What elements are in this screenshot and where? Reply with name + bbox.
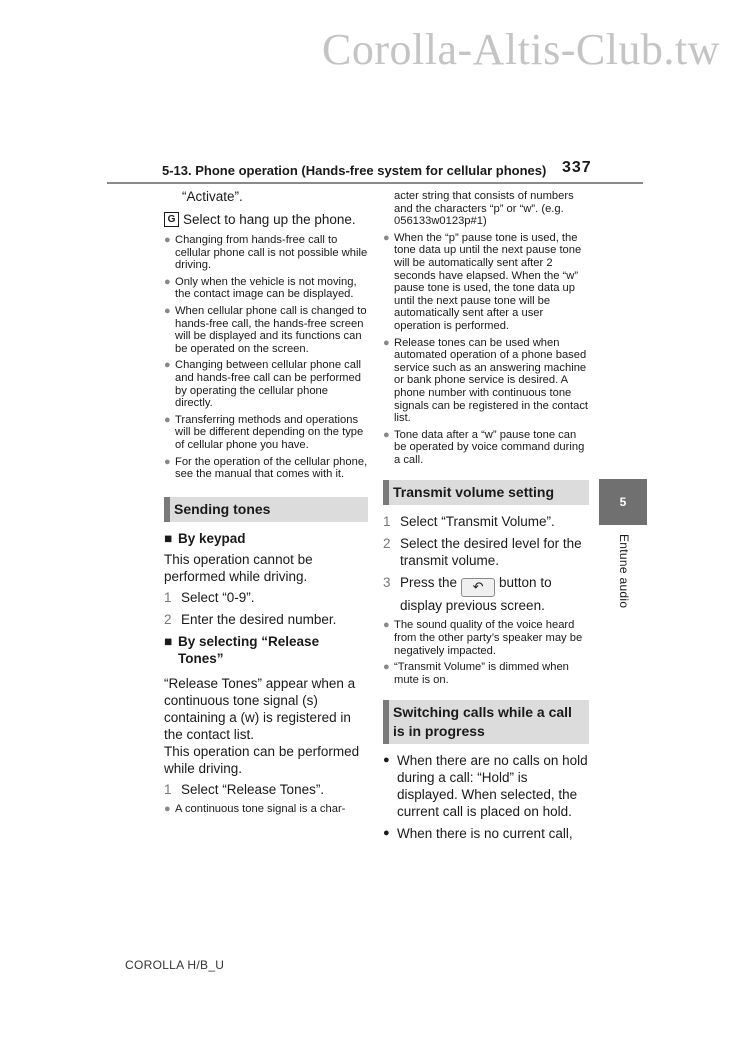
bullet-icon: ● bbox=[164, 359, 171, 372]
sending-tones-heading: Sending tones bbox=[164, 497, 368, 522]
page-number: 337 bbox=[562, 159, 592, 176]
step-item: 2 Select the desired level for the transmit volume. bbox=[383, 536, 582, 569]
watermark: Corolla-Altis-Club.tw bbox=[322, 25, 720, 74]
release-description: “Release Tones” appear when a continuous tone signal (s) containing a (w) is registered in the contact list. bbox=[164, 675, 356, 742]
bullet-item: ● When there is no current call, bbox=[383, 826, 573, 842]
bullet-icon: ● bbox=[383, 428, 390, 441]
switching-calls-heading: Switching calls while a call is in progress bbox=[383, 700, 589, 744]
note-item: ● Changing between cellular phone call and hands-free call can be performed by operating the cellular phone directly. bbox=[164, 359, 361, 410]
note-item: ● When the “p” pause tone is used, the tone data up until the next pause tone will be automatically sent after 2 seconds have elapsed. When the “w” pause tone is used, the tone data up until the next pause tone will be automatically sent after a user operation is performed. bbox=[383, 231, 582, 332]
bullet-icon: ● bbox=[164, 455, 171, 468]
step-item: 1 Select “Release Tones”. bbox=[164, 781, 325, 797]
square-bullet-icon: ■ bbox=[164, 633, 173, 649]
bullet-icon: ● bbox=[383, 231, 390, 244]
bullet-icon: ● bbox=[383, 661, 390, 674]
note-item: ● The sound quality of the voice heard from the other party’s speaker may be negatively impacted. bbox=[383, 619, 583, 657]
section-title: 5-13. Phone operation (Hands-free system for cellular phones) bbox=[162, 163, 547, 178]
bullet-icon: ● bbox=[383, 827, 390, 840]
keypad-description: This operation cannot be performed while driving. bbox=[164, 551, 313, 584]
header-divider bbox=[107, 182, 643, 184]
bullet-icon: ● bbox=[164, 234, 171, 246]
note-item: ● When cellular phone call is changed to hands-free call, the hands-free screen will be displayed and its functions can be operated on the screen. bbox=[164, 304, 367, 355]
footer-model: COROLLA H/B_U bbox=[125, 958, 225, 972]
step-item: 1 Select “0-9”. bbox=[164, 589, 255, 605]
note-item: ● Tone data after a “w” pause tone can be operated by voice command during a call. bbox=[383, 428, 585, 466]
continued-note: acter string that consists of numbers and the characters “p” or “w”. (e.g. 056133w0123p#1) bbox=[394, 190, 574, 228]
activate-line: “Activate”. bbox=[182, 189, 243, 204]
note-item: ● Release tones can be used when automated operation of a phone based service such as an answering machine or bank phone service is desired. A phone number with continuous tone signals can be registered in the contact list. bbox=[383, 336, 589, 425]
hang-up-text: Select to hang up the phone. bbox=[183, 212, 356, 227]
note-item: ● Changing from hands-free call to cellular phone call is not possible while driving. bbox=[164, 234, 368, 272]
chapter-label: Entune audio bbox=[617, 534, 631, 609]
chapter-number: 5 bbox=[619, 495, 627, 509]
bullet-icon: ● bbox=[164, 802, 171, 815]
transmit-volume-heading: Transmit volume setting bbox=[383, 480, 589, 505]
bullet-icon: ● bbox=[383, 619, 390, 632]
hang-up-instruction bbox=[164, 211, 368, 228]
note-item: ● A continuous tone signal is a char- bbox=[164, 802, 346, 815]
back-arrow-icon: ↶ bbox=[461, 578, 495, 597]
step-item: 3 Press the ↶ button to display previous screen. bbox=[383, 575, 552, 614]
g-badge-icon: G bbox=[164, 212, 179, 227]
note-item: ● “Transmit Volume” is dimmed when mute is on. bbox=[383, 661, 569, 686]
bullet-item: ● When there are no calls on hold during a call: “Hold” is displayed. When selected, the current call is placed on hold. bbox=[383, 753, 588, 820]
bullet-icon: ● bbox=[164, 304, 171, 317]
right-column bbox=[383, 190, 589, 847]
note-item: ● Only when the vehicle is not moving, the contact image can be displayed. bbox=[164, 275, 357, 301]
note-item: ● Transferring methods and operations will be different depending on the type of cellular phone you have. bbox=[164, 413, 364, 451]
step-item: 1 Select “Transmit Volume”. bbox=[383, 514, 555, 530]
square-bullet-icon: ■ bbox=[164, 530, 173, 546]
bullet-icon: ● bbox=[164, 275, 171, 288]
chapter-tab bbox=[599, 479, 647, 525]
release-tones-heading: ■ By selecting “Release Tones” bbox=[164, 633, 320, 666]
bullet-icon: ● bbox=[383, 754, 390, 767]
release-driving-note: This operation can be performed while driving. bbox=[164, 743, 360, 776]
note-item: ● For the operation of the cellular phone, see the manual that comes with it. bbox=[164, 455, 368, 481]
bullet-icon: ● bbox=[164, 413, 171, 426]
bullet-icon: ● bbox=[383, 336, 390, 349]
step-item: 2 Enter the desired number. bbox=[164, 611, 337, 627]
left-column bbox=[164, 188, 368, 819]
by-keypad-heading: ■ By keypad bbox=[164, 530, 246, 546]
